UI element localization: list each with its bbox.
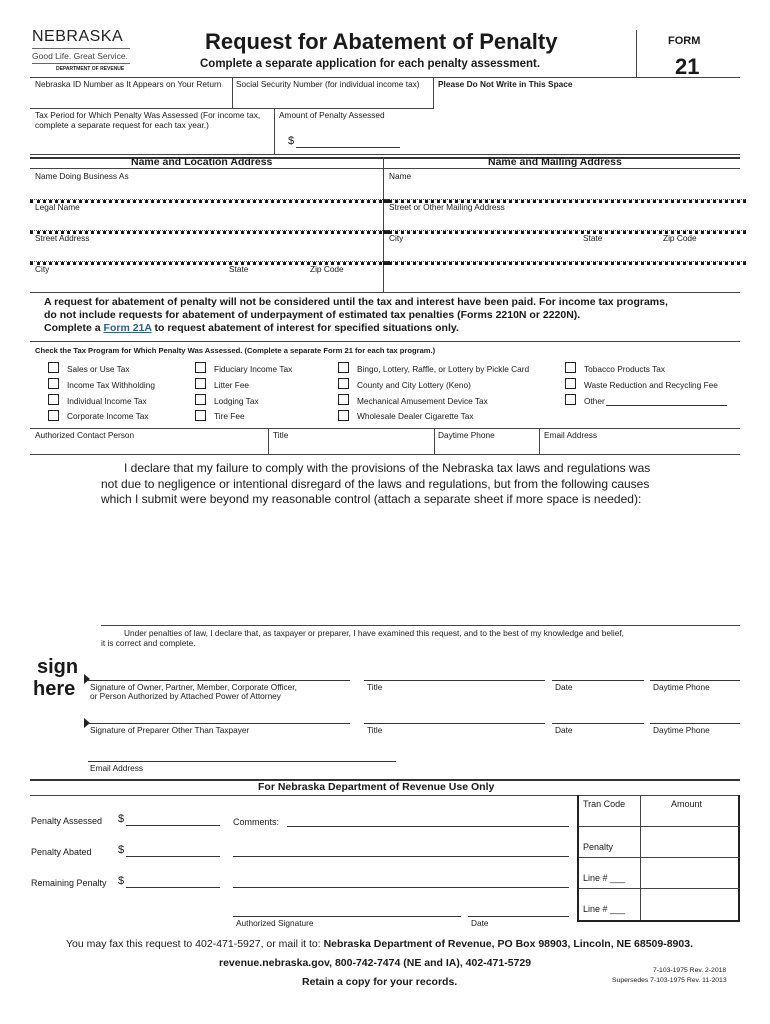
email-field[interactable] [88, 761, 396, 762]
email-label: Email Address [90, 763, 144, 773]
notice-line-3 [44, 323, 459, 334]
address-divider [383, 157, 384, 292]
contact-email-field[interactable] [541, 440, 738, 452]
penalties-line-2: it is correct and complete. [101, 638, 196, 648]
mailing-name-field[interactable] [386, 182, 738, 198]
contact-divider-1 [268, 428, 269, 454]
mailing-city-label: City [389, 233, 404, 243]
legal-name-label: Legal Name [35, 202, 80, 212]
sign-label: sign [37, 656, 79, 678]
comments-label: Comments: [233, 817, 280, 827]
tax-period-label: Tax Period for Which Penalty Was Assessed (For income tax, [35, 110, 261, 120]
zip-label: Zip Code [310, 264, 344, 274]
owner-date-label: Date [555, 682, 573, 692]
contact-row-bottom [30, 454, 740, 455]
preparer-phone-field[interactable] [650, 723, 740, 724]
contact-email-label: Email Address [544, 430, 598, 440]
dba-label: Name Doing Business As [35, 171, 129, 181]
tran-code-table [577, 795, 740, 922]
footer-fax-text: You may fax this request to 402-471-5927, or mail it to: [66, 938, 321, 950]
penalty-assessed-dollar: $ [118, 813, 125, 825]
id-divider-1 [232, 77, 233, 108]
footer-supersedes: Supersedes 7-103-1975 Rev. 11-2013 [612, 977, 727, 984]
declare-line-1: I declare that my failure to comply with the provisions of the Nebraska tax laws and regulations was [124, 461, 651, 475]
owner-phone-field[interactable] [650, 680, 740, 681]
mailing-street-field[interactable] [386, 212, 738, 228]
preparer-signature-field[interactable] [88, 723, 350, 724]
authorized-signature-label: Authorized Signature [236, 918, 314, 928]
checkbox-tire-fee[interactable] [195, 410, 206, 421]
mailing-name-label: Name [389, 171, 412, 181]
authorized-signature-field[interactable] [233, 916, 461, 917]
comments-field-2[interactable] [233, 856, 569, 857]
legal-name-field[interactable] [30, 212, 380, 228]
notice-line-2: do not include requests for abatement of underpayment of estimated tax penalties (Forms 2210N or 2220N). [44, 309, 581, 321]
checkbox-individual-income[interactable] [48, 394, 59, 405]
declare-line-2: not due to negligence or intentional disregard of the laws and regulations, but from the following causes [101, 477, 650, 491]
penalties-top [101, 625, 740, 626]
dept-date-label: Date [471, 918, 489, 928]
id-row-bottom [30, 108, 434, 109]
owner-title-label: Title [367, 682, 383, 692]
program-sales-use: Sales or Use Tax [67, 364, 130, 374]
owner-signature-label-2: or Person Authorized by Attached Power of Attorney [90, 691, 281, 701]
preparer-title-field[interactable] [364, 723, 545, 724]
form-21a-link[interactable]: Form 21A [103, 322, 152, 334]
no-write-label: Please Do Not Write in This Space [438, 79, 573, 89]
dept-use-heading: For Nebraska Department of Revenue Use Only [258, 781, 495, 793]
dba-field[interactable] [30, 182, 380, 198]
notice-bottom [30, 341, 740, 342]
contact-title-field[interactable] [270, 440, 432, 452]
checkbox-tobacco-products[interactable] [565, 362, 576, 373]
program-litter-fee: Litter Fee [214, 380, 250, 390]
contact-divider-2 [434, 428, 435, 454]
penalty-abated-label: Penalty Abated [31, 847, 92, 857]
mailing-city-field[interactable] [386, 244, 738, 260]
dba-line [30, 199, 389, 203]
mailing-state-label: State [583, 233, 603, 243]
program-corporate-income: Corporate Income Tax [67, 411, 149, 421]
checkbox-sales-use-tax[interactable] [48, 362, 59, 373]
location-city-field[interactable] [30, 275, 380, 289]
form-number-divider [636, 30, 637, 78]
program-mechanical-amusement: Mechanical Amusement Device Tax [357, 396, 488, 406]
program-bingo-lottery: Bingo, Lottery, Raffle, or Lottery by Pickle Card [357, 364, 530, 374]
form-label: FORM [668, 35, 701, 47]
penalty-abated-dollar: $ [118, 844, 125, 856]
page-title: Request for Abatement of Penalty [205, 29, 558, 54]
tran-row-3 [579, 888, 740, 889]
id-row-top [30, 77, 740, 78]
other-field[interactable] [606, 405, 727, 406]
penalty-abated-field[interactable] [126, 856, 220, 857]
nebraska-id-label: Nebraska ID Number as It Appears on Your Return [35, 79, 222, 89]
owner-phone-label: Daytime Phone [653, 682, 710, 692]
footer-fax [66, 939, 693, 950]
checkbox-other[interactable] [565, 394, 576, 405]
checkbox-bingo-lottery[interactable] [338, 362, 349, 373]
amount-assessed-label: Amount of Penalty Assessed [279, 110, 385, 120]
contact-divider-3 [539, 428, 540, 454]
tran-code-header: Tran Code [583, 799, 626, 809]
program-waste-reduction: Waste Reduction and Recycling Fee [584, 380, 718, 390]
checkbox-wholesale-cigarette[interactable] [338, 410, 349, 421]
nebraska-id-field[interactable] [30, 88, 230, 106]
tran-row-1 [579, 826, 740, 827]
program-tire-fee: Tire Fee [214, 411, 245, 421]
checkbox-income-withholding[interactable] [48, 378, 59, 389]
penalty-assessed-label: Penalty Assessed [31, 816, 103, 826]
address-heading-bottom [30, 168, 740, 169]
program-tobacco-products: Tobacco Products Tax [584, 364, 666, 374]
notice-line-3a: Complete a [44, 322, 101, 334]
line-row-2: Line # ___ [583, 904, 626, 914]
owner-title-field[interactable] [364, 680, 545, 681]
remaining-penalty-field[interactable] [126, 887, 220, 888]
checkbox-lodging-tax[interactable] [195, 394, 206, 405]
contact-phone-field[interactable] [436, 440, 537, 452]
contact-person-field[interactable] [32, 440, 266, 452]
program-individual-income: Individual Income Tax [67, 396, 147, 406]
preparer-date-field[interactable] [552, 723, 644, 724]
amount-assessed-field[interactable] [296, 147, 400, 148]
ssn-label: Social Security Number (for individual income tax) [236, 79, 420, 89]
address-bottom [30, 292, 740, 293]
id-divider-2 [433, 77, 434, 108]
footer-rev: 7-103-1975 Rev. 2-2018 [653, 967, 727, 974]
tax-period-divider [274, 108, 275, 154]
owner-signature-label: Signature of Owner, Partner, Member, Corporate Officer, [90, 682, 297, 692]
programs-heading: Check the Tax Program for Which Penalty Was Assessed. (Complete a separate Form 21 for each tax program.) [35, 346, 436, 355]
mailing-city-line [383, 261, 746, 265]
checkbox-corporate-income[interactable] [48, 410, 59, 421]
logo-tagline: Good Life. Great Service. [32, 51, 128, 61]
tran-row-2 [579, 857, 740, 858]
city-label: City [35, 264, 50, 274]
penalties-line-1: Under penalties of law, I declare that, as taxpayer or preparer, I have examined this request, and to the best of my knowledge and belief, [124, 628, 624, 638]
preparer-date-label: Date [555, 725, 573, 735]
street-address-label: Street Address [35, 233, 90, 243]
logo-rule [32, 48, 130, 49]
mailing-heading: Name and Mailing Address [488, 156, 622, 168]
declare-line-3: which I submit were beyond my reasonable control (attach a separate sheet if more space is needed): [101, 492, 642, 506]
footer-address: Nebraska Department of Revenue, PO Box 98903, Lincoln, NE 68509-8903. [323, 938, 693, 950]
logo-wordmark: NEBRASKA [32, 28, 124, 45]
program-wholesale-cigarette: Wholesale Dealer Cigarette Tax [357, 411, 474, 421]
dept-date-field[interactable] [468, 916, 569, 917]
checkbox-county-city-lottery[interactable] [338, 378, 349, 389]
owner-date-field[interactable] [552, 680, 644, 681]
remaining-penalty-dollar: $ [118, 875, 125, 887]
penalty-row-label: Penalty [583, 842, 614, 852]
here-label: here [33, 678, 76, 700]
program-income-withholding: Income Tax Withholding [67, 380, 155, 390]
nebraska-logo [32, 26, 142, 76]
page-subtitle: Complete a separate application for each penalty assessment. [200, 58, 541, 70]
reason-text-area[interactable] [101, 510, 739, 620]
comments-field-3[interactable] [233, 887, 569, 888]
notice-line-3b: to request abatement of interest for specified situations only. [154, 322, 459, 334]
footer-web: revenue.nebraska.gov, 800-742-7474 (NE and IA), 402-471-5729 [219, 957, 532, 969]
checkbox-fiduciary-income[interactable] [195, 362, 206, 373]
program-other: Other [584, 396, 605, 406]
mailing-zip-label: Zip Code [663, 233, 697, 243]
amount-header: Amount [671, 799, 703, 809]
contact-person-label: Authorized Contact Person [35, 430, 135, 440]
contact-row-top [30, 428, 740, 429]
contact-title-label: Title [273, 430, 289, 440]
program-county-city-lottery: County and City Lottery (Keno) [357, 380, 471, 390]
street-address-field[interactable] [30, 243, 380, 259]
checkbox-waste-reduction[interactable] [565, 378, 576, 389]
preparer-phone-label: Daytime Phone [653, 725, 710, 735]
location-heading: Name and Location Address [131, 156, 273, 168]
form-number: 21 [675, 54, 700, 79]
contact-phone-label: Daytime Phone [438, 430, 495, 440]
program-fiduciary-income: Fiduciary Income Tax [214, 364, 293, 374]
checkbox-mechanical-amusement[interactable] [338, 394, 349, 405]
program-lodging-tax: Lodging Tax [214, 396, 259, 406]
mailing-street-label: Street or Other Mailing Address [389, 202, 505, 212]
tax-period-label-2: complete a separate request for each tax year.) [35, 120, 209, 130]
ssn-field[interactable] [234, 88, 431, 106]
tax-period-bottom [30, 154, 740, 155]
owner-signature-field[interactable] [88, 680, 350, 681]
preparer-signature-label: Signature of Preparer Other Than Taxpayer [90, 725, 250, 735]
logo-dept: DEPARTMENT OF REVENUE [56, 66, 125, 72]
footer-retain: Retain a copy for your records. [302, 976, 458, 988]
line-row-1: Line # ___ [583, 873, 626, 883]
amount-dollar: $ [288, 135, 295, 147]
penalty-assessed-field[interactable] [126, 825, 220, 826]
preparer-title-label: Title [367, 725, 383, 735]
remaining-penalty-label: Remaining Penalty [31, 878, 107, 888]
checkbox-litter-fee[interactable] [195, 378, 206, 389]
logo-rule-2 [32, 63, 130, 64]
comments-field-1[interactable] [287, 826, 569, 827]
state-label: State [229, 264, 249, 274]
notice-line-1: A request for abatement of penalty will not be considered until the tax and interest have been paid. For income tax programs, [44, 296, 668, 308]
